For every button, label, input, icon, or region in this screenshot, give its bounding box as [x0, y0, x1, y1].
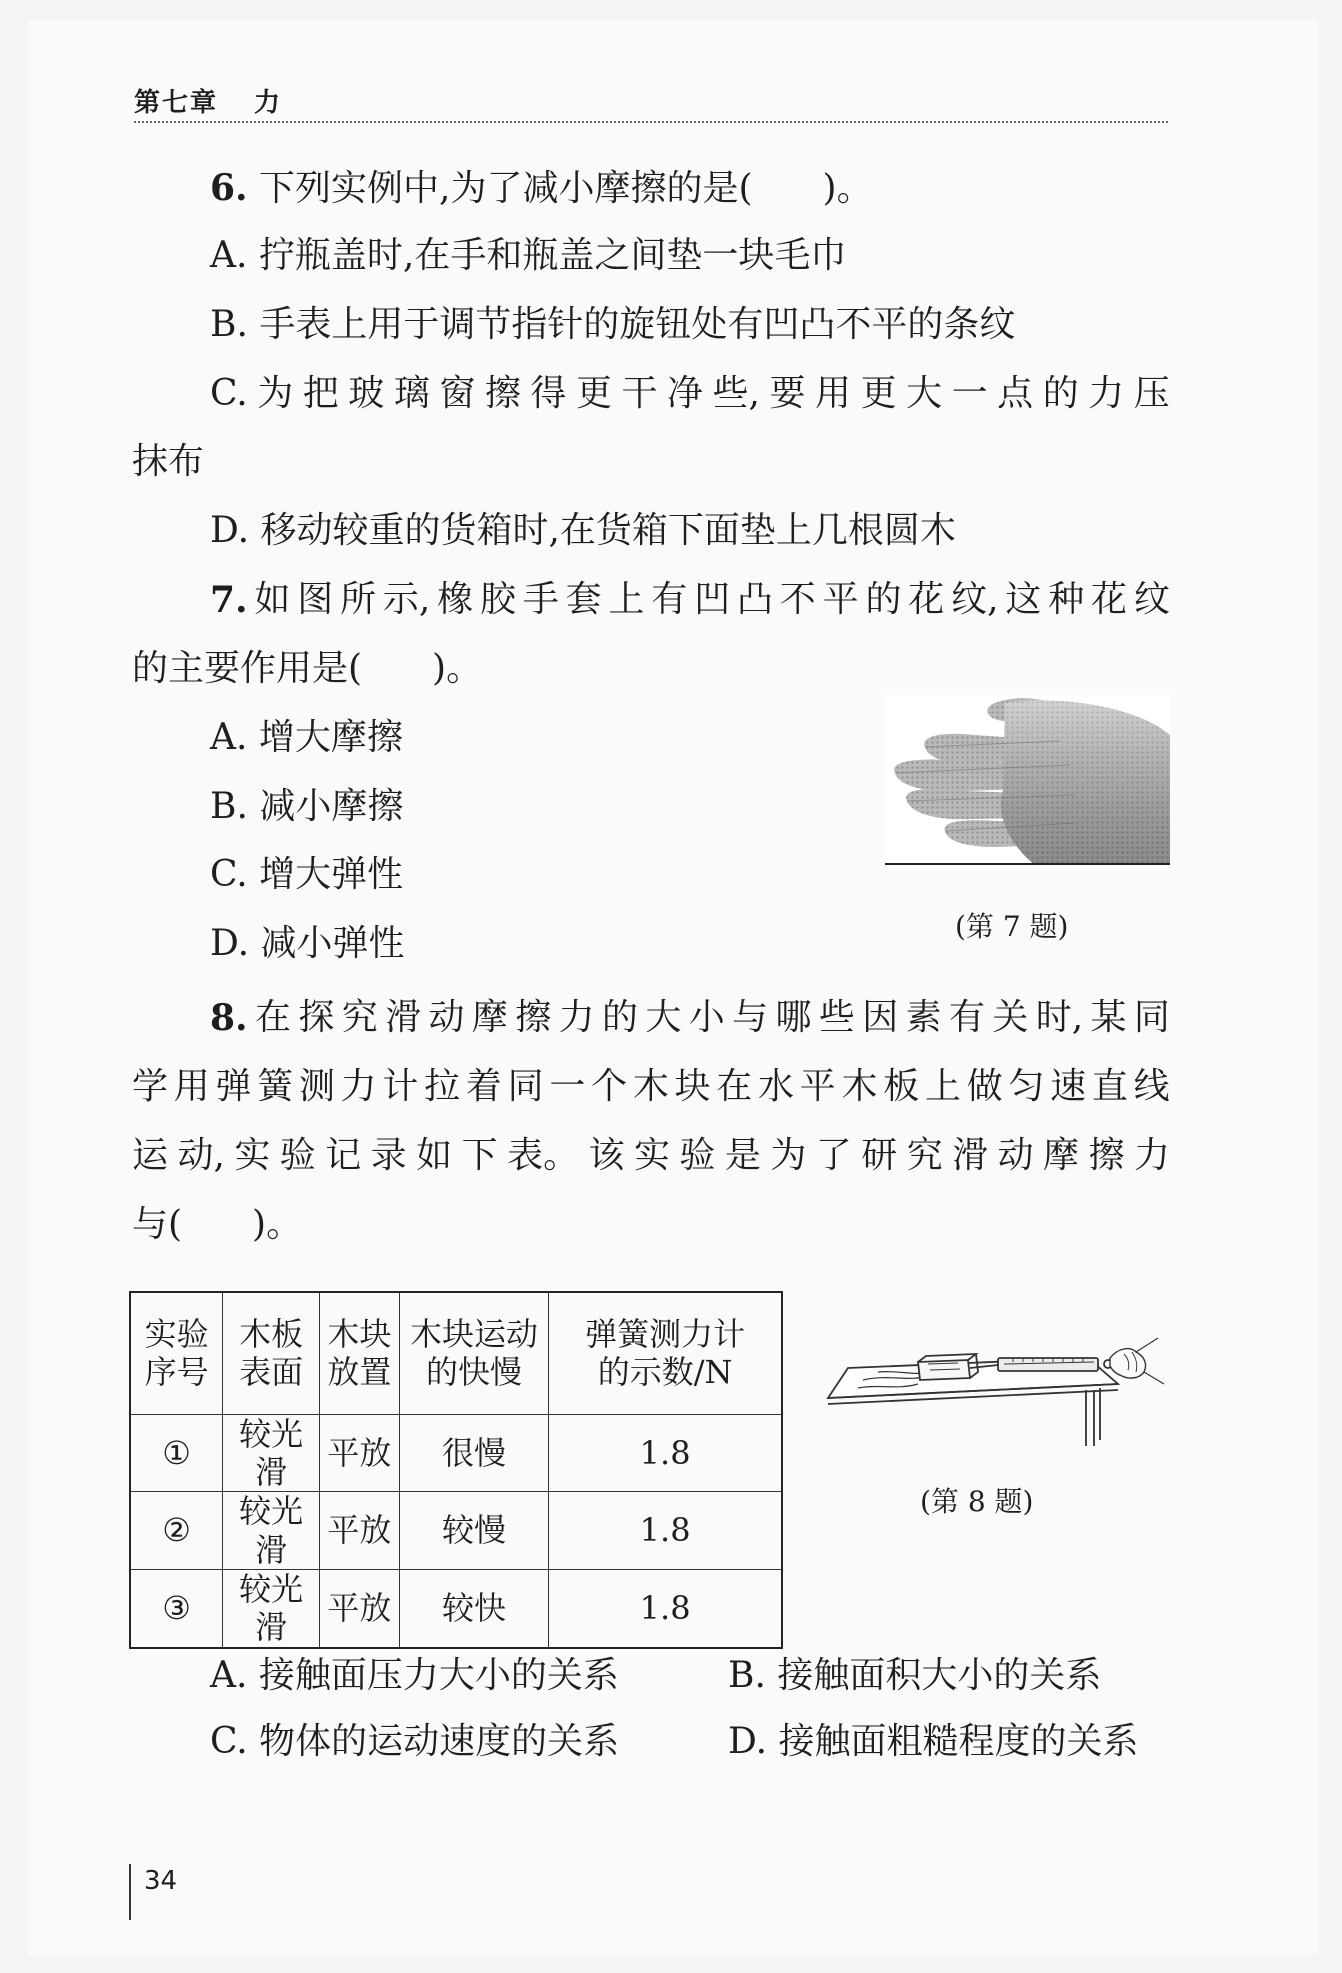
char: 力 — [340, 1066, 377, 1107]
char: 窗 — [439, 373, 476, 414]
char: 的 — [601, 997, 638, 1038]
char: 净 — [667, 373, 704, 414]
char: 示, — [382, 579, 431, 620]
char: 摩 — [471, 997, 508, 1038]
char: 用 — [173, 1066, 210, 1107]
header-line: 实验 — [144, 1314, 209, 1353]
table-cell: ③ — [130, 1570, 223, 1648]
q8-figure-caption: (第 8 题) — [920, 1485, 1034, 1518]
table-cell: 较快 — [399, 1570, 548, 1648]
char: 压 — [1133, 373, 1170, 414]
char: 所 — [340, 579, 377, 620]
char: 手 — [522, 579, 559, 620]
char: 干 — [621, 373, 658, 414]
char: 动, — [177, 1135, 225, 1176]
char: 些 — [818, 997, 855, 1038]
char: 上 — [608, 579, 645, 620]
header-divider — [134, 121, 1168, 123]
char: 滑 — [385, 997, 422, 1038]
char: 验 — [679, 1135, 716, 1176]
char: 在 — [716, 1066, 753, 1107]
q7-option-c: C. 增大弹性 — [210, 854, 404, 895]
q7-option-a: A. 增大摩擦 — [210, 717, 403, 758]
char: 木 — [632, 1066, 669, 1107]
header-line: 序号 — [144, 1353, 209, 1392]
header-cell — [223, 1292, 320, 1414]
char: 下 — [461, 1135, 498, 1176]
char: 凸 — [736, 579, 773, 620]
char: 如 — [416, 1135, 453, 1176]
table-cell: ① — [130, 1414, 223, 1492]
char: 些, — [712, 373, 760, 414]
header-cell — [399, 1292, 548, 1414]
char: 木 — [841, 1066, 878, 1107]
char: 关 — [992, 997, 1029, 1038]
chapter-header — [134, 82, 282, 119]
page-number-bar — [129, 1864, 131, 1920]
spring-scale-apparatus — [818, 1318, 1168, 1448]
char: 有 — [651, 579, 688, 620]
header-line: 的快慢 — [425, 1353, 522, 1392]
q8-stem-line3 — [132, 1135, 1170, 1176]
q8-stem-line4 — [132, 1204, 303, 1245]
char: 究 — [341, 997, 378, 1038]
table-cell: ② — [130, 1492, 223, 1570]
char: 是 — [724, 1135, 761, 1176]
char: 更 — [860, 373, 897, 414]
char: 如 — [254, 579, 291, 620]
header-line: 木块 — [327, 1314, 392, 1353]
q8-number: 8. — [210, 997, 248, 1039]
header-cell — [319, 1292, 399, 1414]
char: 板 — [883, 1066, 920, 1107]
char: 该 — [588, 1135, 625, 1176]
char: 与 — [732, 997, 769, 1038]
glove-illustration — [885, 695, 1170, 865]
char: 研 — [861, 1135, 898, 1176]
table-cell: 平放 — [319, 1492, 399, 1570]
char: 个 — [591, 1066, 628, 1107]
header-line: 木块运动 — [409, 1314, 538, 1353]
char: 力 — [558, 997, 595, 1038]
char: 力 — [1088, 373, 1125, 414]
table-header-row — [130, 1292, 782, 1414]
table-cell: 很慢 — [399, 1414, 548, 1492]
apparatus-illustration — [818, 1318, 1168, 1448]
table-cell: 较光滑 — [223, 1570, 320, 1648]
char: 弹 — [215, 1066, 252, 1107]
table-cell: 1.8 — [549, 1570, 782, 1648]
char: 为 — [257, 373, 294, 414]
table-row — [130, 1492, 782, 1570]
char: 的 — [1042, 373, 1079, 414]
q8-stem-line1 — [210, 997, 1170, 1039]
char: 同 — [1133, 997, 1170, 1038]
char: 摩 — [1043, 1135, 1080, 1176]
char: 擦 — [484, 373, 521, 414]
table-cell: 较光滑 — [223, 1492, 320, 1570]
char: 实 — [633, 1135, 670, 1176]
char: 块 — [674, 1066, 711, 1107]
experiment-table — [129, 1291, 783, 1649]
char: 纹, — [951, 579, 999, 620]
q6-number: 6. — [210, 167, 248, 209]
table-cell: 平放 — [319, 1570, 399, 1648]
char: 动 — [997, 1135, 1034, 1176]
q8-option-a: A. 接触面压力大小的关系 — [210, 1655, 619, 1696]
q7-figure-caption: (第 7 题) — [955, 910, 1069, 943]
char: 玻 — [348, 373, 385, 414]
char: 为 — [770, 1135, 807, 1176]
char: 滑 — [952, 1135, 989, 1176]
table-row — [130, 1570, 782, 1648]
table-cell: 平放 — [319, 1414, 399, 1492]
q7-number: 7. — [210, 579, 248, 621]
header-line: 表面 — [239, 1353, 304, 1392]
char: 平 — [799, 1066, 836, 1107]
chapter-label: 第七章 — [134, 88, 219, 118]
table-cell: 较慢 — [399, 1492, 548, 1570]
q7-option-b: B. 减小摩擦 — [210, 786, 404, 827]
char: 直 — [1091, 1066, 1128, 1107]
char: 一 — [549, 1066, 586, 1107]
q8-option-c: C. 物体的运动速度的关系 — [210, 1721, 620, 1762]
char: C. — [210, 373, 248, 414]
table-cell: 1.8 — [549, 1492, 782, 1570]
char: 擦 — [1088, 1135, 1125, 1176]
char: 种 — [1048, 579, 1085, 620]
q8-stem-line2 — [132, 1066, 1170, 1107]
char: 动 — [428, 997, 465, 1038]
char: 擦 — [515, 997, 552, 1038]
header-cell — [549, 1292, 782, 1414]
char: 同 — [507, 1066, 544, 1107]
header-line: 放置 — [327, 1353, 392, 1392]
glove-photo — [885, 695, 1170, 865]
char: 一 — [951, 373, 988, 414]
q8-option-b: B. 接触面积大小的关系 — [728, 1655, 1102, 1696]
char: 大 — [645, 997, 682, 1038]
char: 哪 — [775, 997, 812, 1038]
q7-stem-end: )。 — [432, 648, 483, 689]
char: 花 — [908, 579, 945, 620]
q8-stem-text: 与( — [132, 1204, 183, 1245]
char: 得 — [530, 373, 567, 414]
char: 学 — [132, 1066, 169, 1107]
char: 不 — [779, 579, 816, 620]
char: 做 — [966, 1066, 1003, 1107]
char: 把 — [302, 373, 339, 414]
char: 表。 — [507, 1135, 580, 1176]
char: 有 — [948, 997, 985, 1038]
header-line: 木板 — [239, 1314, 304, 1353]
q6-option-c-line1 — [210, 373, 1170, 414]
char: 套 — [565, 579, 602, 620]
q6-option-a: A. 拧瓶盖时,在手和瓶盖之间垫一块毛巾 — [210, 235, 847, 276]
q8-option-d: D. 接触面粗糙程度的关系 — [728, 1721, 1139, 1762]
char: 速 — [1050, 1066, 1087, 1107]
page-number: 34 — [144, 1866, 178, 1896]
char: 平 — [822, 579, 859, 620]
char: 探 — [298, 997, 335, 1038]
char: 测 — [298, 1066, 335, 1107]
char: 了 — [815, 1135, 852, 1176]
char: 拉 — [424, 1066, 461, 1107]
char: 纹 — [1133, 579, 1170, 620]
char: 线 — [1133, 1066, 1170, 1107]
char: 璃 — [393, 373, 430, 414]
char: 要 — [769, 373, 806, 414]
char: 因 — [862, 997, 899, 1038]
table-row — [130, 1414, 782, 1492]
char: 大 — [906, 373, 943, 414]
char: 计 — [382, 1066, 419, 1107]
table-cell: 1.8 — [549, 1414, 782, 1492]
chapter-title: 力 — [254, 88, 283, 118]
q7-stem-line2 — [132, 648, 483, 689]
char: 着 — [465, 1066, 502, 1107]
char: 凹 — [694, 579, 731, 620]
table-cell: 较光滑 — [223, 1414, 320, 1492]
char: 匀 — [1008, 1066, 1045, 1107]
char: 验 — [279, 1135, 316, 1176]
q6-option-b: B. 手表上用于调节指针的旋钮处有凹凸不平的条纹 — [210, 304, 1016, 345]
char: 胶 — [479, 579, 516, 620]
q6-stem — [210, 167, 873, 209]
char: 录 — [370, 1135, 407, 1176]
char: 小 — [688, 997, 725, 1038]
q7-stem-line1 — [210, 579, 1170, 621]
char: 上 — [924, 1066, 961, 1107]
char: 的 — [865, 579, 902, 620]
char: 时, — [1035, 997, 1084, 1038]
q6-stem-text: 下列实例中,为了减小摩擦的是( — [259, 168, 753, 209]
char: 花 — [1091, 579, 1128, 620]
char: 图 — [297, 579, 334, 620]
char: 记 — [325, 1135, 362, 1176]
q8-stem-end: )。 — [252, 1204, 303, 1245]
char: 素 — [905, 997, 942, 1038]
char: 橡 — [437, 579, 474, 620]
q7-stem-text: 的主要作用是( — [132, 648, 363, 689]
char: 点 — [997, 373, 1034, 414]
char: 水 — [758, 1066, 795, 1107]
char: 用 — [815, 373, 852, 414]
char: 究 — [906, 1135, 943, 1176]
char: 某 — [1090, 997, 1127, 1038]
header-line: 弹簧测力计 — [585, 1314, 746, 1353]
q6-option-c-line2: 抹布 — [132, 441, 205, 482]
char: 力 — [1133, 1135, 1170, 1176]
header-line: 的示数/N — [597, 1353, 733, 1392]
char: 实 — [234, 1135, 271, 1176]
header-cell — [130, 1292, 223, 1414]
char: 簧 — [257, 1066, 294, 1107]
q7-option-d: D. 减小弹性 — [210, 923, 405, 964]
q6-option-d: D. 移动较重的货箱时,在货箱下面垫上几根圆木 — [210, 510, 956, 551]
char: 运 — [132, 1135, 169, 1176]
char: 这 — [1005, 579, 1042, 620]
q6-stem-end: )。 — [822, 168, 873, 209]
char: 在 — [254, 997, 291, 1038]
char: 更 — [575, 373, 612, 414]
